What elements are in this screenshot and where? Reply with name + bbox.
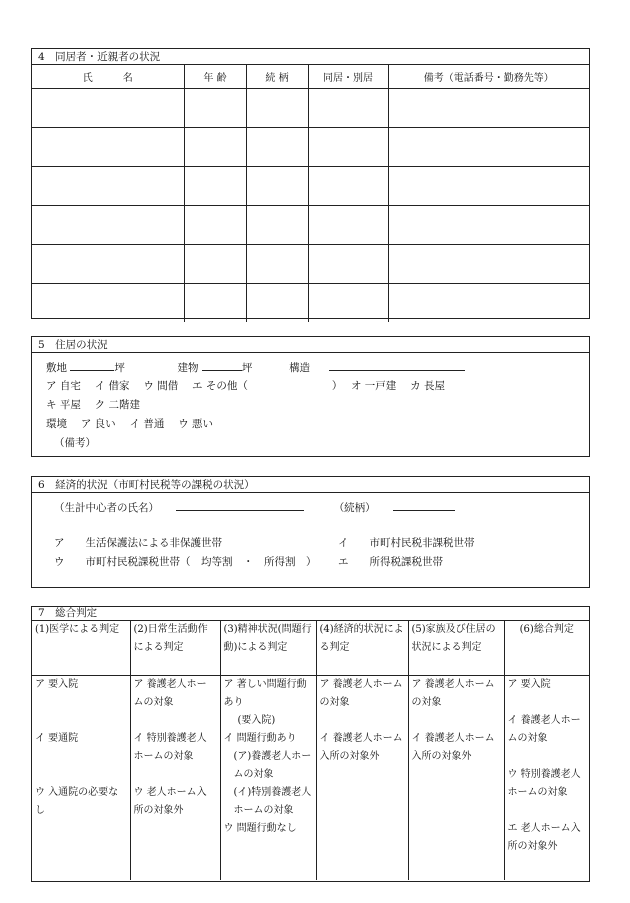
option[interactable]: ア 要入院	[507, 679, 551, 690]
header-relation: 続 柄	[246, 65, 308, 89]
cell[interactable]	[184, 89, 246, 128]
overall-options	[504, 676, 589, 880]
option[interactable]: ア 要入院	[35, 679, 79, 690]
cell[interactable]	[246, 167, 308, 206]
section-title: 5 住居の状況	[32, 337, 589, 353]
section-cohabitants	[31, 48, 590, 319]
cell[interactable]	[388, 167, 589, 206]
option[interactable]: ウ 問題行動なし	[223, 823, 297, 834]
option[interactable]: ウ 入通院の必要なし	[35, 787, 119, 816]
economic-option-e: エ 所得税課税世帯	[338, 556, 443, 568]
householder-name-field[interactable]	[176, 499, 304, 511]
mental-options	[220, 676, 316, 880]
cell[interactable]	[32, 245, 184, 284]
building-unit: 坪	[241, 362, 253, 374]
cell[interactable]	[32, 167, 184, 206]
cell[interactable]	[388, 245, 589, 284]
cell[interactable]	[184, 245, 246, 284]
option[interactable]: (ア)養護老人ホームの対象	[233, 751, 312, 780]
table-row	[32, 245, 589, 284]
section-housing	[31, 336, 590, 457]
economic-option-u: ウ 市町村民税課税世帯（ 均等割 ・ 所得割 ）	[54, 556, 317, 568]
table-row	[32, 128, 589, 167]
option[interactable]: ウ 特別養護老人ホームの対象	[507, 769, 581, 798]
cell[interactable]	[308, 167, 388, 206]
cell[interactable]	[308, 89, 388, 128]
daily-living-options	[130, 676, 220, 880]
land-label: 敷地	[46, 362, 67, 374]
header-mental: (3)精神状況(問題行動)による判定	[220, 621, 316, 676]
relation-label: （続柄）	[333, 502, 376, 514]
cell[interactable]	[184, 206, 246, 245]
option[interactable]: (イ)特別養護老人ホームの対象	[233, 787, 312, 816]
cell[interactable]	[308, 284, 388, 323]
header-living: 同居・別居	[308, 65, 388, 89]
header-name: 氏 名	[32, 65, 184, 89]
cell[interactable]	[388, 206, 589, 245]
cell[interactable]	[308, 206, 388, 245]
section-title: 6 経済的状況（市町村民税等の課税の状況）	[32, 477, 589, 493]
cell[interactable]	[246, 284, 308, 323]
cell[interactable]	[246, 245, 308, 284]
cell[interactable]	[388, 284, 589, 323]
structure-field[interactable]	[329, 359, 465, 371]
header-notes: 備考（電話番号・勤務先等）	[388, 65, 589, 89]
section-title: 4 同居者・近親者の状況	[32, 49, 589, 65]
table-row	[32, 206, 589, 245]
option-note: (要入院)	[237, 715, 276, 726]
cell[interactable]	[246, 89, 308, 128]
option[interactable]: ア 著しい問題行動あり	[223, 679, 307, 708]
land-area-field[interactable]	[70, 359, 114, 371]
cell[interactable]	[32, 128, 184, 167]
family-housing-options	[408, 676, 504, 880]
section-economic	[31, 476, 590, 588]
table-row	[32, 167, 589, 206]
header-age: 年 齢	[184, 65, 246, 89]
cohabitants-table	[32, 65, 589, 322]
cell[interactable]	[184, 128, 246, 167]
cell[interactable]	[246, 206, 308, 245]
option[interactable]: エ 老人ホーム入所の対象外	[507, 823, 581, 852]
cell[interactable]	[32, 89, 184, 128]
relation-field[interactable]	[393, 499, 455, 511]
option[interactable]: イ 養護老人ホーム入所の対象外	[411, 733, 495, 762]
cell[interactable]	[184, 167, 246, 206]
section-title: 7 総合判定	[32, 607, 589, 621]
housing-area-line	[46, 359, 465, 375]
cell[interactable]	[388, 128, 589, 167]
option[interactable]: イ 養護老人ホーム入所の対象外	[319, 733, 403, 762]
option[interactable]: イ 養護老人ホームの対象	[507, 715, 581, 744]
table-row	[32, 89, 589, 128]
option[interactable]: イ 特別養護老人ホームの対象	[133, 733, 207, 762]
housing-notes-label: （備考）	[54, 437, 96, 449]
cell[interactable]	[388, 89, 589, 128]
header-family-housing: (5)家族及び住居の状況による判定	[408, 621, 504, 676]
table-row	[32, 284, 589, 323]
cell[interactable]	[32, 206, 184, 245]
building-area-field[interactable]	[202, 359, 242, 371]
header-economic: (4)経済的状況による判定	[316, 621, 408, 676]
judgement-table	[32, 621, 589, 880]
header-medical: (1)医学による判定	[32, 621, 130, 676]
structure-label: 構造	[289, 362, 311, 374]
cell[interactable]	[32, 284, 184, 323]
building-label: 建物	[177, 362, 199, 374]
householder-label: （生計中心者の氏名）	[54, 502, 159, 514]
option[interactable]: イ 問題行動あり	[223, 733, 297, 744]
cell[interactable]	[308, 245, 388, 284]
cell[interactable]	[246, 128, 308, 167]
header-overall: (6)総合判定	[504, 621, 589, 676]
economic-judgement-options	[316, 676, 408, 880]
cell[interactable]	[308, 128, 388, 167]
economic-option-a: ア 生活保護法による非保護世帯	[54, 537, 222, 549]
option[interactable]: ア 養護老人ホームの対象	[133, 679, 207, 708]
environment-line: 環境 ア 良い イ 普通 ウ 悪い	[46, 418, 214, 430]
option[interactable]: ア 養護老人ホームの対象	[411, 679, 495, 708]
option[interactable]: イ 要通院	[35, 733, 79, 744]
header-daily-living: (2)日常生活動作による判定	[130, 621, 220, 676]
housing-floors-line: キ 平屋 ク 二階建	[46, 399, 141, 411]
housing-type-line: ア 自宅 イ 借家 ウ 間借 エ その他（ ） オ 一戸建 カ 長屋	[46, 380, 445, 392]
householder-line	[54, 499, 455, 515]
option[interactable]: ウ 老人ホーム入所の対象外	[133, 787, 207, 816]
medical-options	[32, 676, 130, 880]
economic-option-i: イ 市町村民税非課税世帯	[338, 537, 475, 549]
section-overall-judgement	[31, 606, 590, 882]
cell[interactable]	[184, 284, 246, 323]
option[interactable]: ア 養護老人ホームの対象	[319, 679, 403, 708]
land-unit: 坪	[114, 362, 125, 374]
